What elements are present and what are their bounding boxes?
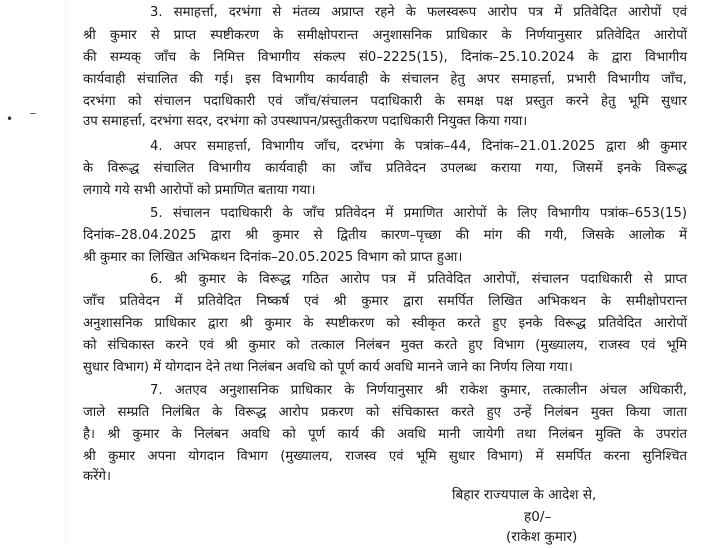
para6-line5: सुधार विभाग) में योगदान देने तथा निलंबन अवधि को पूर्ण कार्य अवधि मानने जाने का निर्णय लिया गया। xyxy=(83,360,573,375)
para7-line4: श्री कुमार अपना योगदान विभाग (मुख्यालय, राजस्व एवं भूमि सुधार विभाग) में समर्पित करना सुनिश्चित xyxy=(83,449,687,464)
para3-line6: उप समाहर्त्ता, दरभंगा सदर, दरभंगा को उपस्थापन/प्रस्तुतीकरण पदाधिकारी नियुक्त किया गया। xyxy=(83,114,528,129)
para7-line1: 7. अतएव अनुशासनिक प्राधिकार के निर्णयानुसार श्री राकेश कुमार, तत्कालीन अंचल अधिकारी, xyxy=(150,383,687,398)
sign-mark: ह0/– xyxy=(524,509,552,525)
para3-line5: दरभंगा को संचालन पदाधिकारी एवं जाँच/संचालन पदाधिकारी के समक्ष पक्ष प्रस्तुत करने हेतु भूमि सुधार xyxy=(83,94,687,109)
para5-line1: 5. संचालन पदाधिकारी के जाँच प्रतिवेदन में प्रमाणित आरोपों के लिए विभागीय पत्रांक–653(15) xyxy=(150,206,687,221)
para4-line1: 4. अपर समाहर्त्ता, विभागीय जाँच, दरभंगा के पत्रांक–44, दिनांक–21.01.2025 द्वारा श्री कुमार xyxy=(150,139,687,154)
margin-dash-mark: – xyxy=(30,106,36,120)
para3-line4: कार्यवाही संचालित की गई। इस विभागीय कार्यवाही के संचालन हेतु अपर समाहर्त्ता, प्रभारी विभागीय जाँच, xyxy=(83,72,687,87)
order-line: बिहार राज्यपाल के आदेश से, xyxy=(452,487,597,503)
left-margin-rule xyxy=(65,0,66,545)
para4-line2: के विरूद्ध संचालित विभागीय कार्यवाही का जाँच प्रतिवेदन उपलब्ध कराया गया, जिसमें इनके विरूद्ध xyxy=(83,161,687,176)
para6-line3: अनुशासनिक प्राधिकार द्वारा श्री कुमार के स्पष्टीकरण को स्वीकृत करते हुए इनके विरूद्ध प्रतिवेदित आरोपों xyxy=(83,316,687,331)
para4-line3: लगाये गये सभी आरोपों को प्रमाणित बताया गया। xyxy=(83,183,316,198)
para3-line2: श्री कुमार से प्राप्त स्पष्टीकरण के समीक्षोपरान्त अनुशासनिक प्राधिकार के निर्णयानुसार प्रतिवेदित आरोपों xyxy=(83,28,687,43)
para5-line2: दिनांक–28.04.2025 द्वारा श्री कुमार से द्वितीय कारण–पृच्छा की मांग की गयी, जिसके आलोक में xyxy=(83,228,687,243)
margin-tick-mark: • xyxy=(6,112,14,126)
para6-line4: को संचिकास्त करने एवं श्री कुमार को तत्काल निलंबन मुक्त करते हुए विभाग (मुख्यालय, राजस्व एवं भूमि xyxy=(83,338,687,353)
para3-line3: की सम्यक् जाँच के निमित्त विभागीय संकल्प सं0–2225(15), दिनांक–25.10.2024 के द्वारा विभागीय xyxy=(83,50,687,65)
para7-line3: है। श्री कुमार के निलंबन अवधि को पूर्ण कार्य की अवधि मानी जायेगी तथा निलंबन मुक्ति के उपरांत xyxy=(83,427,687,442)
para6-line1: 6. श्री कुमार के विरूद्ध गठित आरोप पत्र में प्रतिवेदित आरोपों, संचालन पदाधिकारी से प्राप्त xyxy=(150,272,687,287)
para7-line5: करेंगे। xyxy=(83,469,111,484)
para3-line1: 3. समाहर्त्ता, दरभंगा से मंतव्य अप्राप्त रहने के फलस्वरूप आरोप पत्र में प्रतिवेदित आरोपों एवं xyxy=(150,5,687,20)
signatory-name: (राकेश कुमार) xyxy=(506,529,578,545)
para6-line2: जाँच प्रतिवेदन में प्रतिवेदित निष्कर्ष एवं श्री कुमार द्वारा समर्पित लिखित अभिकथन के समीक्षोपरान्त xyxy=(83,294,687,309)
para7-line2: जाले सम्प्रति निलंबित के विरूद्ध आरोप प्रकरण को संचिकास्त करते हुए उन्हें निलंबन मुक्त किया जाता xyxy=(83,405,687,420)
para5-line3: श्री कुमार का लिखित अभिकथन दिनांक–20.05.2025 विभाग को प्राप्त हुआ। xyxy=(83,250,463,265)
